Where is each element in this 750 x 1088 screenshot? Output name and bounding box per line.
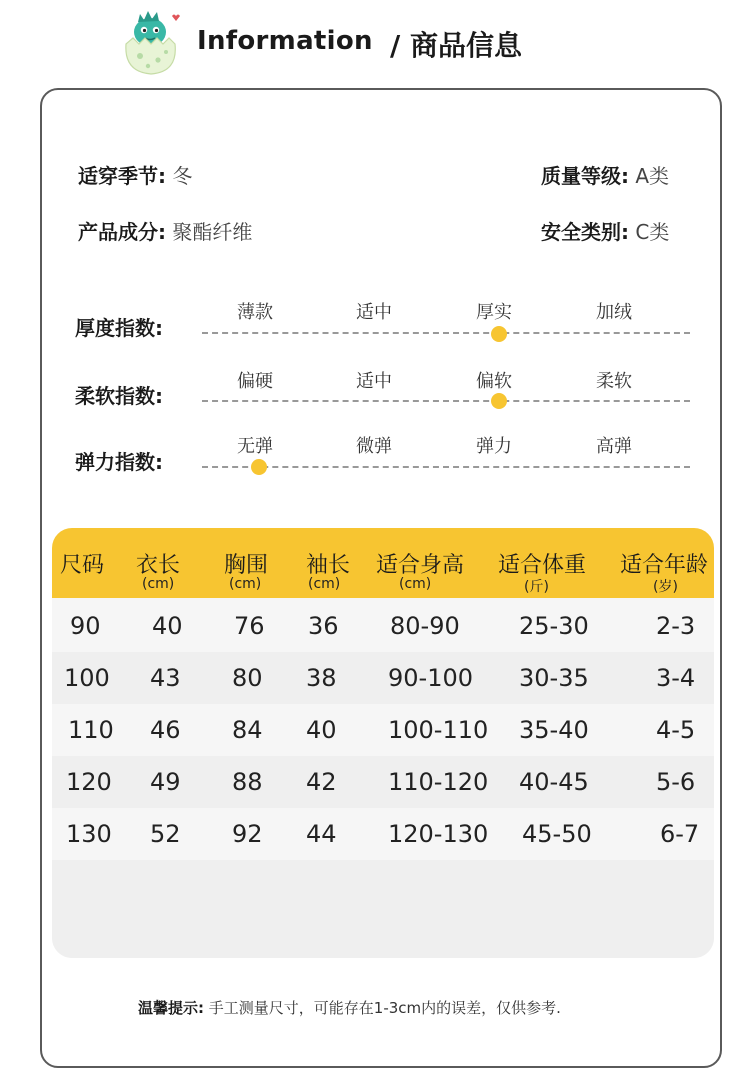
cell-chest: 88 [232, 768, 263, 796]
thickness-marker [491, 326, 507, 342]
header-weight: 适合体重 [498, 553, 587, 578]
thickness-option: 薄款 [237, 302, 273, 323]
cell-size: 100 [64, 664, 110, 692]
cell-length: 46 [150, 716, 181, 744]
cell-age: 5-6 [656, 768, 696, 796]
header-chest: 胸围 [224, 553, 269, 578]
unit-chest: (cm) [229, 576, 262, 592]
elasticity-option: 无弹 [237, 436, 273, 457]
header-length: 衣长 [136, 553, 181, 578]
unit-length: (cm) [142, 576, 175, 592]
cell-age: 4-5 [656, 716, 696, 744]
table-empty-area [52, 860, 714, 958]
softness-scale [202, 400, 690, 402]
softness-label: 柔软指数: [75, 384, 163, 408]
table-row [52, 704, 714, 756]
title-english: Information [197, 26, 373, 56]
cell-sleeve: 42 [306, 768, 337, 796]
size-table [52, 528, 714, 958]
softness-option: 偏软 [476, 371, 512, 392]
cell-size: 130 [66, 820, 112, 848]
unit-height: (cm) [399, 576, 432, 592]
cell-size: 90 [70, 612, 101, 640]
header-size: 尺码 [60, 553, 105, 578]
spec-material: 产品成分: 聚酯纤维 [78, 220, 253, 244]
cell-chest: 84 [232, 716, 263, 744]
table-row [52, 652, 714, 704]
elasticity-option: 弹力 [476, 436, 512, 457]
table-row [52, 808, 714, 860]
size-table-header [52, 528, 714, 598]
cell-weight: 25-30 [519, 612, 589, 640]
header-sleeve: 袖长 [306, 553, 351, 578]
cell-chest: 80 [232, 664, 263, 692]
cell-weight: 40-45 [519, 768, 589, 796]
spec-safety: 安全类别: C类 [541, 220, 670, 244]
elasticity-label: 弹力指数: [75, 450, 163, 474]
elasticity-option: 微弹 [356, 436, 392, 457]
unit-sleeve: (cm) [308, 576, 341, 592]
cell-height: 80-90 [390, 612, 460, 640]
unit-weight: (斤) [524, 579, 549, 595]
cell-age: 3-4 [656, 664, 696, 692]
cell-height: 120-130 [388, 820, 489, 848]
spec-season: 适穿季节: 冬 [78, 164, 193, 188]
table-row [52, 756, 714, 808]
header [0, 0, 750, 88]
cell-age: 6-7 [660, 820, 700, 848]
cell-age: 2-3 [656, 612, 696, 640]
cell-height: 110-120 [388, 768, 489, 796]
elasticity-marker [251, 459, 267, 475]
thickness-option: 加绒 [596, 302, 632, 323]
cell-size: 110 [68, 716, 114, 744]
title-chinese: / 商品信息 [390, 29, 522, 62]
measurement-note: 温馨提示: 手工测量尺寸，可能存在1-3cm内的误差，仅供参考. [138, 999, 561, 1017]
cell-length: 43 [150, 664, 181, 692]
cell-length: 52 [150, 820, 181, 848]
cell-weight: 35-40 [519, 716, 589, 744]
thickness-label: 厚度指数: [75, 316, 163, 340]
cell-sleeve: 36 [308, 612, 339, 640]
cell-weight: 45-50 [522, 820, 592, 848]
cell-sleeve: 44 [306, 820, 337, 848]
thickness-option: 厚实 [476, 302, 512, 323]
cell-height: 90-100 [388, 664, 474, 692]
elasticity-option: 高弹 [596, 436, 632, 457]
dinosaur-egg-icon [120, 8, 184, 76]
spec-grade: 质量等级: A类 [541, 164, 670, 188]
cell-size: 120 [66, 768, 112, 796]
table-row [52, 600, 714, 652]
cell-height: 100-110 [388, 716, 489, 744]
thickness-scale [202, 332, 690, 334]
header-age: 适合年龄 [620, 553, 709, 578]
cell-sleeve: 38 [306, 664, 337, 692]
softness-marker [491, 393, 507, 409]
thickness-option: 适中 [356, 302, 392, 323]
unit-age: (岁) [653, 579, 678, 595]
cell-chest: 76 [234, 612, 265, 640]
cell-sleeve: 40 [306, 716, 337, 744]
softness-option: 适中 [356, 371, 392, 392]
softness-option: 偏硬 [237, 371, 273, 392]
cell-length: 40 [152, 612, 183, 640]
header-height: 适合身高 [376, 553, 465, 578]
cell-length: 49 [150, 768, 181, 796]
softness-option: 柔软 [596, 371, 632, 392]
cell-chest: 92 [232, 820, 263, 848]
elasticity-scale [202, 466, 690, 468]
cell-weight: 30-35 [519, 664, 589, 692]
